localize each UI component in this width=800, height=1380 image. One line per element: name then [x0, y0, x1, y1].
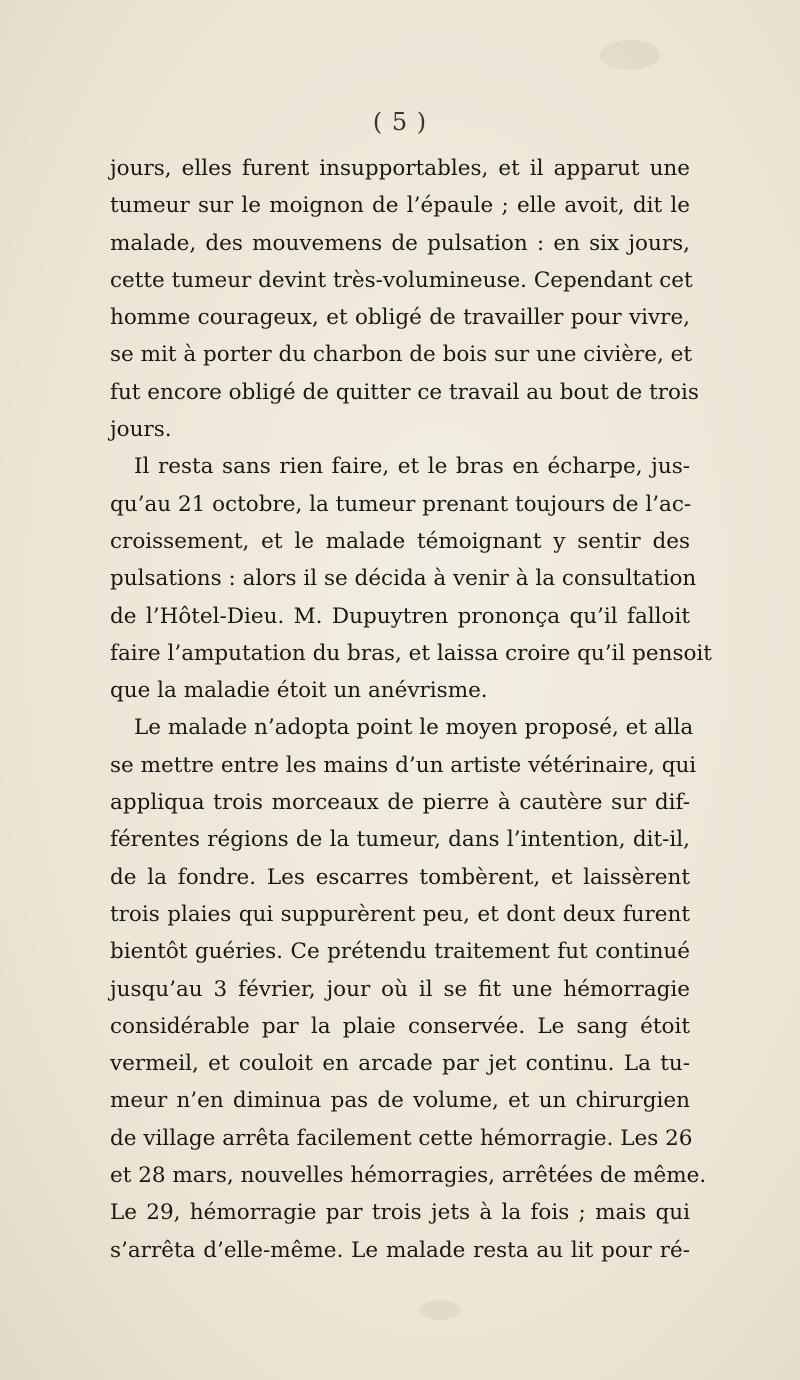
- text-line: pulsations : alors il se décida à venir à la consultation: [110, 566, 697, 592]
- text-line: fut encore obligé de quitter ce travail au bout de trois: [110, 379, 699, 405]
- text-line: croissement, et le malade témoignant y sentir des: [110, 528, 690, 554]
- text-line: jours, elles furent insupportables, et il apparut une: [110, 156, 690, 181]
- text-line: se mit à porter du charbon de bois sur une civière, et: [110, 342, 692, 368]
- text-line: trois plaies qui suppurèrent peu, et dont deux furent: [110, 901, 690, 927]
- text-line: de l’Hôtel-Dieu. M. Dupuytren prononça qu’il falloit: [110, 603, 690, 629]
- text-line: Le 29, hémorragie par trois jets à la fois ; mais qui: [110, 1200, 690, 1226]
- paragraph-start-line: Il resta sans rien faire, et le bras en écharpe, jus-: [134, 454, 690, 480]
- text-line: considérable par la plaie conservée. Le sang étoit: [110, 1013, 690, 1039]
- text-line: cette tumeur devint très-volumineuse. Cependant cet: [110, 267, 693, 293]
- text-line: malade, des mouvemens de pulsation : en six jours,: [110, 230, 690, 256]
- text-line: tumeur sur le moignon de l’épaule ; elle avoit, dit le: [110, 193, 690, 219]
- text-line: qu’au 21 octobre, la tumeur prenant toujours de l’ac-: [110, 491, 692, 517]
- paper-stain: [600, 40, 660, 70]
- text-line: jusqu’au 3 février, jour où il se fit une hémorragie: [110, 976, 690, 1002]
- paragraph-start-line: Le malade n’adopta point le moyen proposé, et alla: [134, 715, 694, 741]
- paragraph-end-line: que la maladie étoit un anévrisme.: [110, 678, 488, 704]
- text-line: se mettre entre les mains d’un artiste vétérinaire, qui: [110, 752, 697, 778]
- text-line: bientôt guéries. Ce prétendu traitement fut continué: [110, 939, 690, 965]
- text-line: et 28 mars, nouvelles hémorragies, arrêtées de même.: [110, 1163, 707, 1189]
- text-line: vermeil, et couloit en arcade par jet continu. La tu-: [110, 1051, 690, 1077]
- page-number: ( 5 ): [372, 108, 428, 136]
- text-line: s’arrêta d’elle-même. Le malade resta au lit pour ré-: [110, 1237, 690, 1263]
- paragraph-end-line: jours.: [110, 417, 172, 443]
- text-line: appliqua trois morceaux de pierre à cautère sur dif-: [110, 790, 690, 816]
- text-line: meur n’en diminua pas de volume, et un chirurgien: [110, 1088, 690, 1114]
- text-line: férentes régions de la tumeur, dans l’intention, dit-il,: [110, 827, 690, 853]
- text-line: de village arrêta facilement cette hémorragie. Les 26: [110, 1125, 693, 1151]
- text-line: faire l’amputation du bras, et laissa croire qu’il pensoit: [110, 640, 712, 666]
- body-text: [110, 150, 712, 1269]
- text-line: homme courageux, et obligé de travailler pour vivre,: [110, 305, 690, 331]
- paper-stain: [420, 1300, 460, 1320]
- text-line: de la fondre. Les escarres tombèrent, et laissèrent: [110, 864, 690, 890]
